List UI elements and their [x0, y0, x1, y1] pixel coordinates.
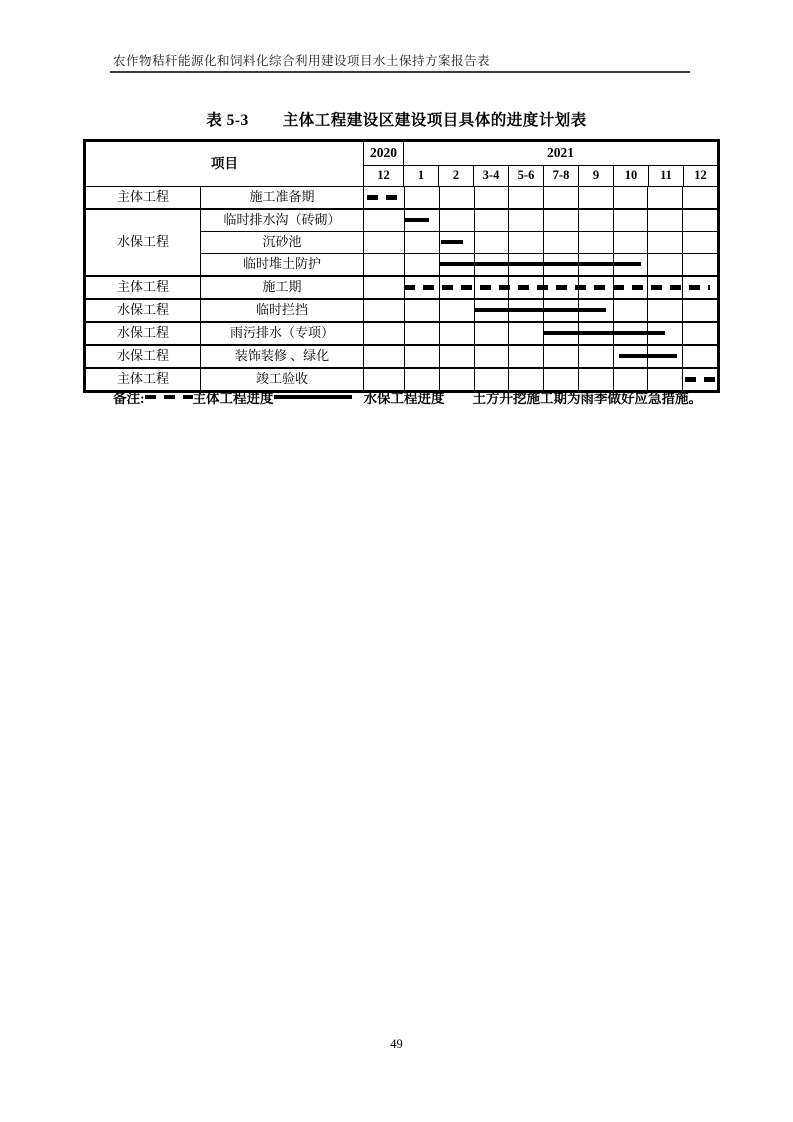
- gantt-bar: [367, 195, 398, 200]
- gantt-grid-cell: [614, 300, 649, 321]
- table-row: [85, 322, 719, 345]
- gantt-grid-cell: [509, 323, 544, 344]
- gantt-grid-cell: [440, 346, 475, 367]
- gantt-grid-cell: [544, 187, 579, 208]
- gantt-grid-cell: [509, 232, 544, 253]
- gantt-grid-cell: [614, 187, 649, 208]
- legend-secondary-label: 水保工程进度: [363, 391, 445, 406]
- note-text: 土方开挖施工期为雨季做好应急措施。: [472, 391, 702, 406]
- gantt-grid-cell: [544, 210, 579, 231]
- month-cell: 12: [684, 166, 719, 187]
- gantt-grid-cell: [405, 254, 440, 275]
- gantt-grid-cell: [475, 210, 510, 231]
- running-header: 农作物秸秆能源化和饲料化综合利用建设项目水土保持方案报告表: [113, 54, 491, 68]
- gantt-grid-cell: [405, 232, 440, 253]
- gantt-strip: [364, 210, 717, 231]
- task-cell: 雨污排水（专项）: [201, 322, 364, 345]
- gantt-grid-cell: [579, 346, 614, 367]
- gantt-grid-cell: [509, 346, 544, 367]
- gantt-grid-cell: [405, 300, 440, 321]
- project-header-cell: 项目: [85, 141, 364, 187]
- month-cell: 12: [364, 166, 404, 187]
- month-cell: 9: [579, 166, 614, 187]
- legend-note: [113, 387, 702, 407]
- gantt-bar: [685, 377, 716, 382]
- gantt-grid-cell: [475, 346, 510, 367]
- category-cell: 主体工程: [85, 187, 201, 210]
- gantt-strip: [364, 254, 717, 275]
- table-row: [85, 345, 719, 368]
- category-cell: 水保工程: [85, 299, 201, 322]
- category-cell: 水保工程: [85, 345, 201, 368]
- category-cell: 水保工程: [85, 322, 201, 345]
- gantt-bar: [439, 262, 641, 266]
- schedule-table-wrap: [83, 139, 720, 393]
- gantt-grid-cell: [648, 210, 683, 231]
- month-cell: 2: [439, 166, 474, 187]
- gantt-grid-cell: [364, 346, 405, 367]
- dashed-legend-sample: [145, 395, 193, 399]
- gantt-grid-cell: [683, 323, 717, 344]
- gantt-strip: [364, 232, 717, 253]
- month-cell: 10: [614, 166, 649, 187]
- gantt-grid-cell: [475, 187, 510, 208]
- gantt-grid-cell: [648, 232, 683, 253]
- table-title: [0, 108, 793, 130]
- gantt-strip: [364, 277, 717, 298]
- gantt-cell: [364, 276, 719, 299]
- gantt-cell: [364, 209, 719, 232]
- category-cell: 水保工程: [85, 209, 201, 276]
- gantt-bar: [404, 285, 710, 290]
- gantt-grid-cell: [509, 210, 544, 231]
- gantt-grid-cell: [364, 323, 405, 344]
- page-number: 49: [390, 1037, 403, 1051]
- schedule-table: [83, 139, 720, 393]
- gantt-bar: [619, 354, 677, 358]
- header-rule: [110, 71, 690, 73]
- gantt-grid-cell: [440, 323, 475, 344]
- gantt-bar: [475, 308, 606, 312]
- gantt-grid-cell: [683, 254, 717, 275]
- gantt-grid-cell: [648, 254, 683, 275]
- task-cell: 装饰装修 、绿化: [201, 345, 364, 368]
- task-cell: 临时拦挡: [201, 299, 364, 322]
- month-cell: 7-8: [544, 166, 579, 187]
- gantt-grid-cell: [544, 346, 579, 367]
- table-caption: 主体工程建设区建设项目具体的进度计划表: [282, 112, 587, 129]
- gantt-strip: [364, 346, 717, 367]
- task-cell: 施工准备期: [201, 187, 364, 210]
- note-label: 备注:: [113, 391, 145, 406]
- legend-primary-label: 主体工程进度: [192, 391, 274, 406]
- gantt-cell: [364, 322, 719, 345]
- table-row: [85, 299, 719, 322]
- gantt-grid-cell: [440, 187, 475, 208]
- table-row: [85, 187, 719, 210]
- task-cell: 临时排水沟（砖砌）: [201, 209, 364, 232]
- table-row: [85, 209, 719, 232]
- gantt-cell: [364, 254, 719, 277]
- year-2020-cell: 2020: [364, 141, 404, 166]
- gantt-grid-cell: [405, 323, 440, 344]
- table-number: 表 5-3: [206, 112, 249, 129]
- gantt-strip: [364, 187, 717, 208]
- gantt-grid-cell: [440, 300, 475, 321]
- task-cell: 沉砂池: [201, 232, 364, 254]
- task-cell: 竣工验收: [201, 368, 364, 392]
- gantt-grid-cell: [683, 232, 717, 253]
- gantt-cell: [364, 232, 719, 254]
- month-cell: 5-6: [509, 166, 544, 187]
- gantt-grid-cell: [364, 277, 405, 298]
- gantt-grid-cell: [544, 232, 579, 253]
- gantt-grid-cell: [509, 187, 544, 208]
- gantt-grid-cell: [579, 187, 614, 208]
- gantt-grid-cell: [683, 210, 717, 231]
- gantt-bar: [441, 240, 464, 244]
- gantt-grid-cell: [405, 346, 440, 367]
- task-cell: 施工期: [201, 276, 364, 299]
- gantt-grid-cell: [683, 300, 717, 321]
- gantt-cell: [364, 299, 719, 322]
- gantt-grid-cell: [579, 210, 614, 231]
- month-cell: 1: [404, 166, 439, 187]
- gantt-bar: [544, 331, 665, 335]
- gantt-grid-cell: [614, 210, 649, 231]
- gantt-grid-cell: [475, 232, 510, 253]
- gantt-strip: [364, 300, 717, 321]
- gantt-grid-cell: [648, 300, 683, 321]
- gantt-grid-cell: [614, 232, 649, 253]
- gantt-strip: [364, 323, 717, 344]
- table-header-row-years: [85, 141, 719, 166]
- gantt-grid-cell: [475, 323, 510, 344]
- category-cell: 主体工程: [85, 368, 201, 392]
- gantt-cell: [364, 187, 719, 210]
- solid-legend-sample: [274, 395, 352, 399]
- table-row: [85, 276, 719, 299]
- gantt-grid-cell: [364, 254, 405, 275]
- gantt-cell: [364, 345, 719, 368]
- category-cell: 主体工程: [85, 276, 201, 299]
- gantt-grid-cell: [440, 210, 475, 231]
- gantt-grid-cell: [364, 300, 405, 321]
- month-cell: 11: [649, 166, 684, 187]
- gantt-grid-cell: [648, 187, 683, 208]
- month-cell: 3-4: [474, 166, 509, 187]
- gantt-grid-cell: [364, 210, 405, 231]
- year-2021-cell: 2021: [404, 141, 719, 166]
- gantt-grid-cell: [683, 346, 717, 367]
- gantt-grid-cell: [405, 187, 440, 208]
- gantt-grid-cell: [579, 232, 614, 253]
- gantt-grid-cell: [683, 187, 717, 208]
- task-cell: 临时堆土防护: [201, 254, 364, 277]
- gantt-bar: [405, 218, 430, 222]
- gantt-grid-cell: [364, 232, 405, 253]
